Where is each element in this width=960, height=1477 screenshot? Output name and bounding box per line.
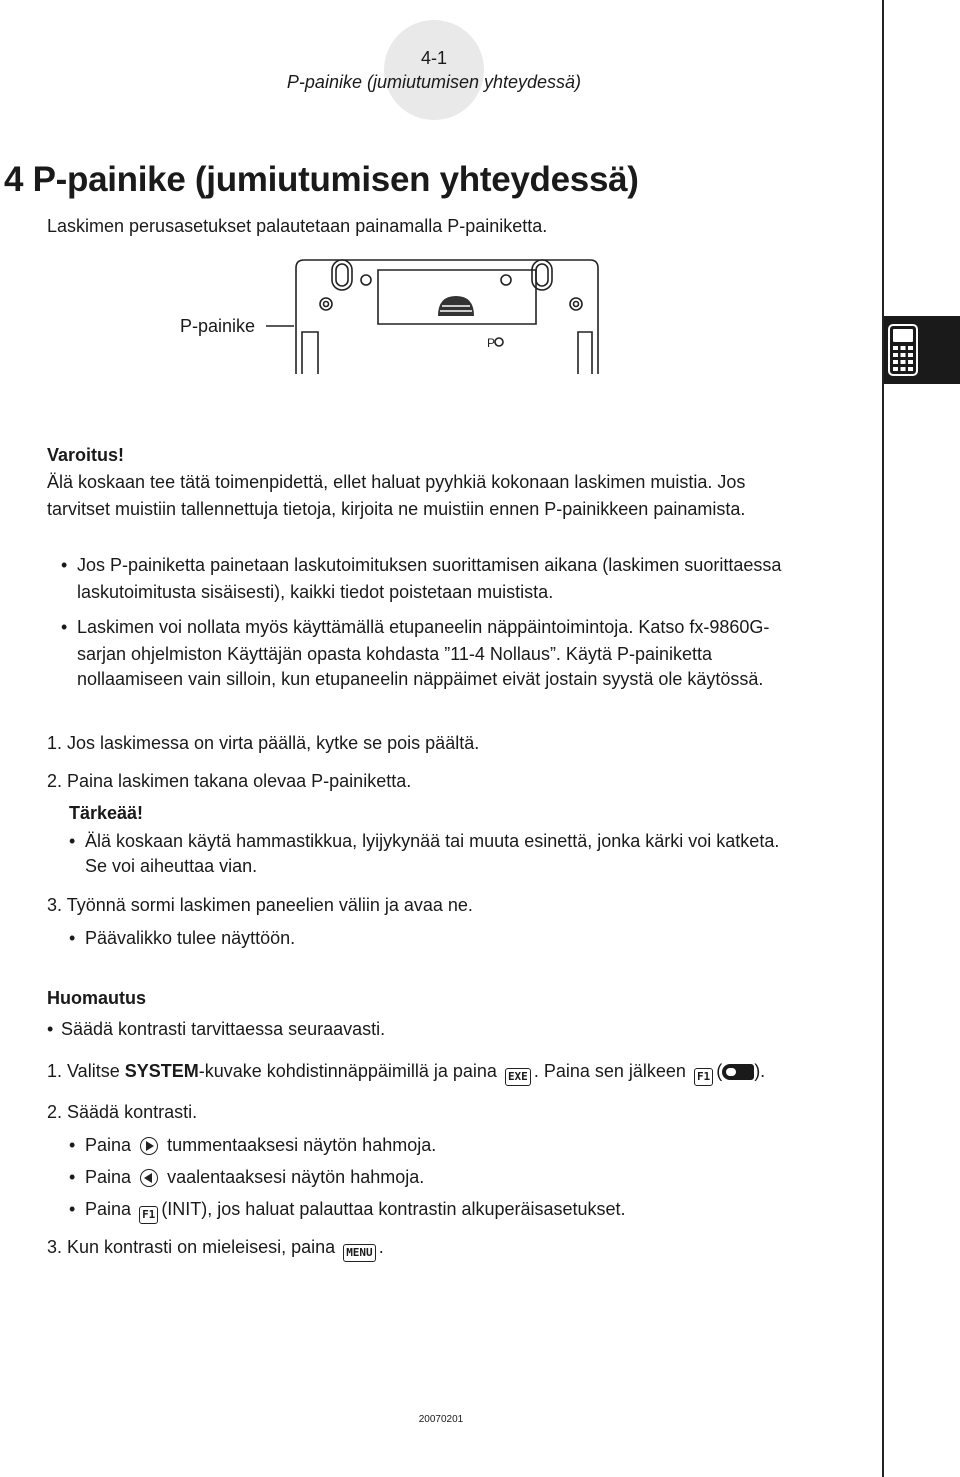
warning-line: Älä koskaan tee tätä toimenpidettä, ellet haluat pyyhkiä kokonaan laskimen muistia. Jos	[47, 472, 746, 492]
contrast-icon	[722, 1064, 754, 1080]
bullet-dot: •	[69, 928, 76, 948]
bullet-dot: •	[61, 617, 68, 637]
page-margin-rule	[882, 0, 884, 1477]
warning-heading: Varoitus!	[47, 445, 125, 465]
intro-text: Laskimen perusasetukset palautetaan painamalla P-painiketta.	[47, 216, 548, 236]
bullet-dot: •	[69, 831, 76, 851]
step-3-bullet: Päävalikko tulee näyttöön.	[85, 928, 296, 948]
note-bullet: Säädä kontrasti tarvittaessa seuraavasti.	[61, 1019, 386, 1039]
footer-code: 20070201	[418, 1414, 464, 1425]
header-badge	[384, 20, 484, 120]
calculator-icon	[888, 324, 918, 376]
bullet-line: nollaamiseen vain silloin, kun etupaneelin näppäimet eivät jostain syystä ole käytössä.	[77, 669, 764, 689]
right-arrow-key-icon	[140, 1137, 158, 1155]
bullet-line: laskutoimitusta sisäisesti), kaikki tiedot poistetaan muistista.	[77, 582, 554, 602]
bullet-dot: •	[69, 1167, 76, 1187]
bullet-line: sarjan ohjelmiston Käyttäjän opasta kohdasta ”11-4 Nollaus”. Käytä P-painiketta	[77, 644, 713, 664]
warning-line: tarvitset muistiin tallennettuja tietoja, kirjoita ne muistiin ennen P-painikkeen painamista.	[47, 499, 746, 519]
contrast-sub-3: Paina F1 (INIT), jos haluat palauttaa kontrastin alkuperäisasetukset.	[85, 1196, 626, 1224]
step-1: 1. Jos laskimessa on virta päällä, kytke se pois päältä.	[47, 733, 480, 753]
p-button-mark: P	[487, 336, 496, 350]
important-line: Älä koskaan käytä hammastikkua, lyijykynää tai muuta esinettä, jonka kärki voi katketa.	[85, 831, 780, 851]
step-3: 3. Työnnä sormi laskimen paneelien väliin ja avaa ne.	[47, 895, 473, 915]
note-step-1: 1. Valitse SYSTEM-kuvake kohdistinnäppäimillä ja paina EXE . Paina sen jälkeen F1 ( ).	[47, 1058, 765, 1086]
important-line: Se voi aiheuttaa vian.	[85, 856, 258, 876]
step-2: 2. Paina laskimen takana olevaa P-painiketta.	[47, 771, 412, 791]
bullet-dot: •	[69, 1135, 76, 1155]
bullet-line: Jos P-painiketta painetaan laskutoimituksen suorittamisen aikana (laskimen suorittaessa	[77, 555, 782, 575]
note-step-2: 2. Säädä kontrasti.	[47, 1102, 198, 1122]
bullet-line: Laskimen voi nollata myös käyttämällä etupaneelin näppäintoimintoja. Katso fx-9860G-	[77, 617, 770, 637]
bullet-dot: •	[47, 1019, 54, 1039]
f1-key: F1	[139, 1206, 158, 1224]
f1-key: F1	[694, 1068, 713, 1086]
calculator-back-figure	[266, 256, 601, 376]
bullet-dot: •	[69, 1199, 76, 1219]
page-title: 4 P-painike (jumiutumisen yhteydessä)	[4, 160, 639, 199]
section-title: P-painike (jumiutumisen yhteydessä)	[286, 72, 582, 92]
section-number: 4-1	[420, 48, 447, 68]
note-heading: Huomautus	[47, 988, 146, 1008]
chapter-tab	[884, 316, 960, 384]
contrast-sub-1: Paina tummentaaksesi näytön hahmoja.	[85, 1135, 437, 1155]
figure-label: P-painike	[180, 316, 256, 336]
exe-key: EXE	[505, 1068, 531, 1086]
left-arrow-key-icon	[140, 1169, 158, 1187]
note-step-3: 3. Kun kontrasti on mieleisesi, paina MENU .	[47, 1234, 384, 1262]
bullet-dot: •	[61, 555, 68, 575]
important-heading: Tärkeää!	[69, 803, 144, 823]
menu-key: MENU	[343, 1244, 376, 1262]
contrast-sub-2: Paina vaalentaaksesi näytön hahmoja.	[85, 1167, 425, 1187]
